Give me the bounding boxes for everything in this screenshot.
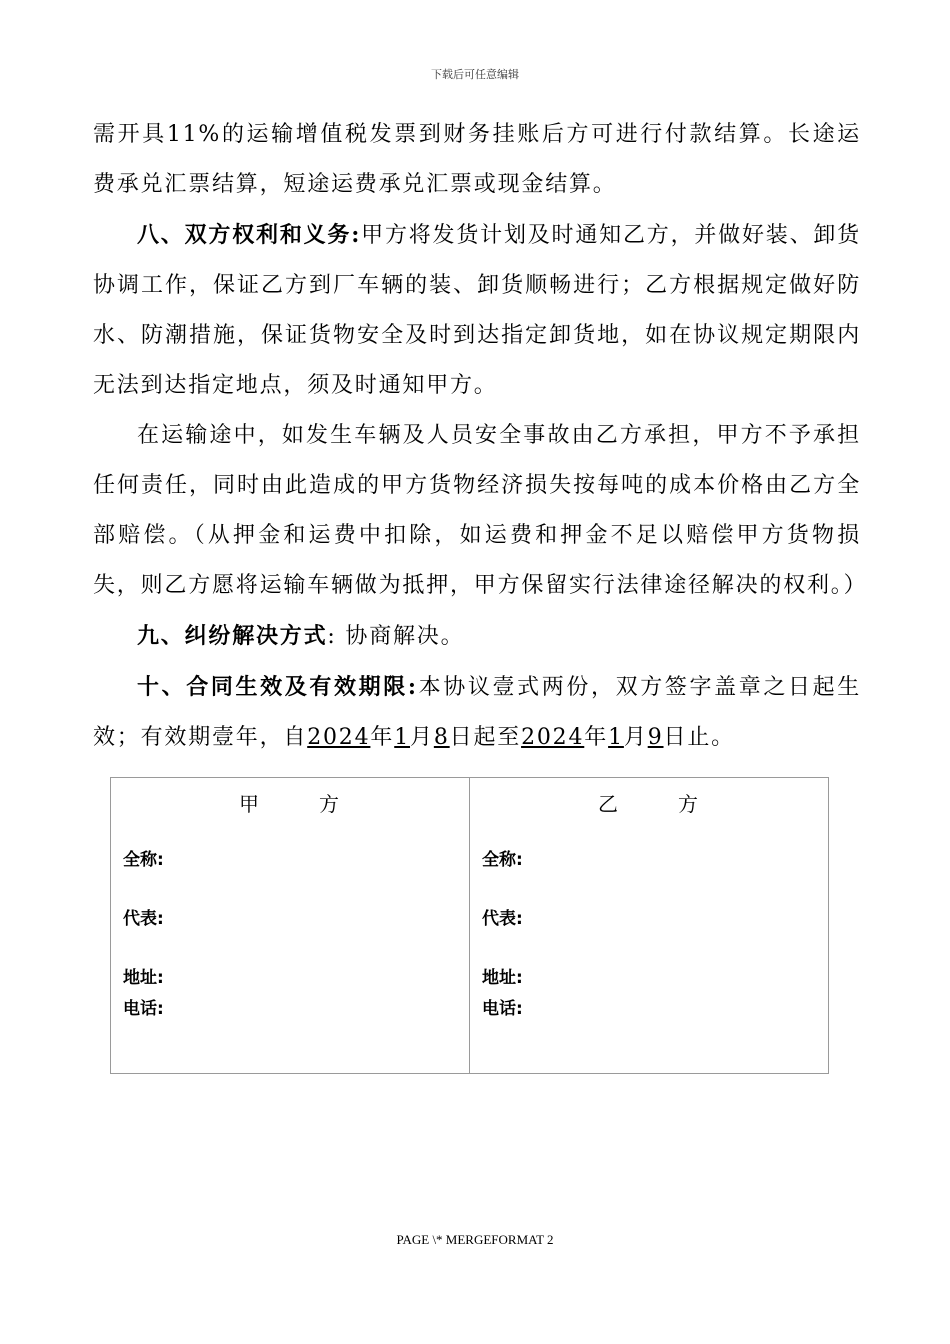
party-a-phone-label: 电话: [123,999,164,1019]
start-year: 2024 [307,725,371,750]
payment-paragraph: 需开具11%的运输增值税发票到财务挂账后方可进行付款结算。长途运费承兑汇票结算，短途运费承兑汇票或现金结算。 [93,122,861,197]
year-char-2: 年 [584,725,609,750]
party-a-full-name-label: 全称: [123,850,164,870]
from-text: 日起至 [449,725,522,750]
start-month: 1 [394,725,411,750]
dispute-paragraph [93,611,861,662]
section-10-heading: 十、合同生效及有效期限: [137,674,418,700]
start-day: 8 [433,725,450,750]
party-b-address-label: 地址: [482,968,523,988]
end-day: 9 [647,725,664,750]
document-body [93,110,868,763]
liability-paragraph: 在运输途中，如发生车辆及人员安全事故由乙方承担，甲方不予承担任何责任，同时由此造成的甲方货物经济损失按每吨的成本价格由乙方全部赔偿。（从押金和运费中扣除，如运费和押金不足以赔偿甲方货物损失，则乙方愿将运输车辆做为抵押，甲方保留实行法律途径解决的权利。） [93,423,868,598]
party-b-cell [470,778,829,1074]
party-a-representative-label: 代表: [123,909,164,929]
rights-obligations-paragraph [93,210,861,411]
party-a-address-label: 地址: [123,968,164,988]
month-char-2: 月 [623,725,648,750]
party-b-heading [470,778,828,817]
section-9-body: : 协商解决。 [327,624,465,649]
signature-table [110,777,829,1074]
party-a-head-char-1: 甲 [239,792,261,816]
party-a-cell [111,778,470,1074]
party-b-head-char-1: 乙 [598,792,620,816]
validity-paragraph [93,662,861,763]
end-text: 日止。 [663,725,735,750]
party-a-heading [111,778,469,817]
section-9-heading: 九、纠纷解决方式 [137,623,328,649]
section-10-body: 本协议壹式两份，双方签字盖章之日起生效；有效期壹年，自 [93,675,861,750]
party-a-head-char-2: 方 [319,792,341,816]
end-month: 1 [608,725,624,750]
party-b-head-char-2: 方 [678,792,700,816]
section-8-heading: 八、双方权利和义务: [137,222,362,248]
page-footer: PAGE \* MERGEFORMAT 2 [396,1232,554,1247]
party-b-representative-label: 代表: [482,909,523,929]
end-year: 2024 [521,725,585,750]
party-b-full-name-label: 全称: [482,850,523,870]
month-char-1: 月 [410,725,434,750]
party-b-phone-label: 电话: [482,999,523,1019]
section-8-body: 甲方将发货计划及时通知乙方，并做好装、卸货协调工作，保证乙方到厂车辆的装、卸货顺畅进行；乙方根据规定做好防水、防潮措施，保证货物安全及时到达指定卸货地，如在协议规定期限内无法到达指定地点，须及时通知甲方。 [93,223,861,398]
year-char-1: 年 [370,725,395,750]
page-header: 下载后可任意编辑 [431,68,519,81]
